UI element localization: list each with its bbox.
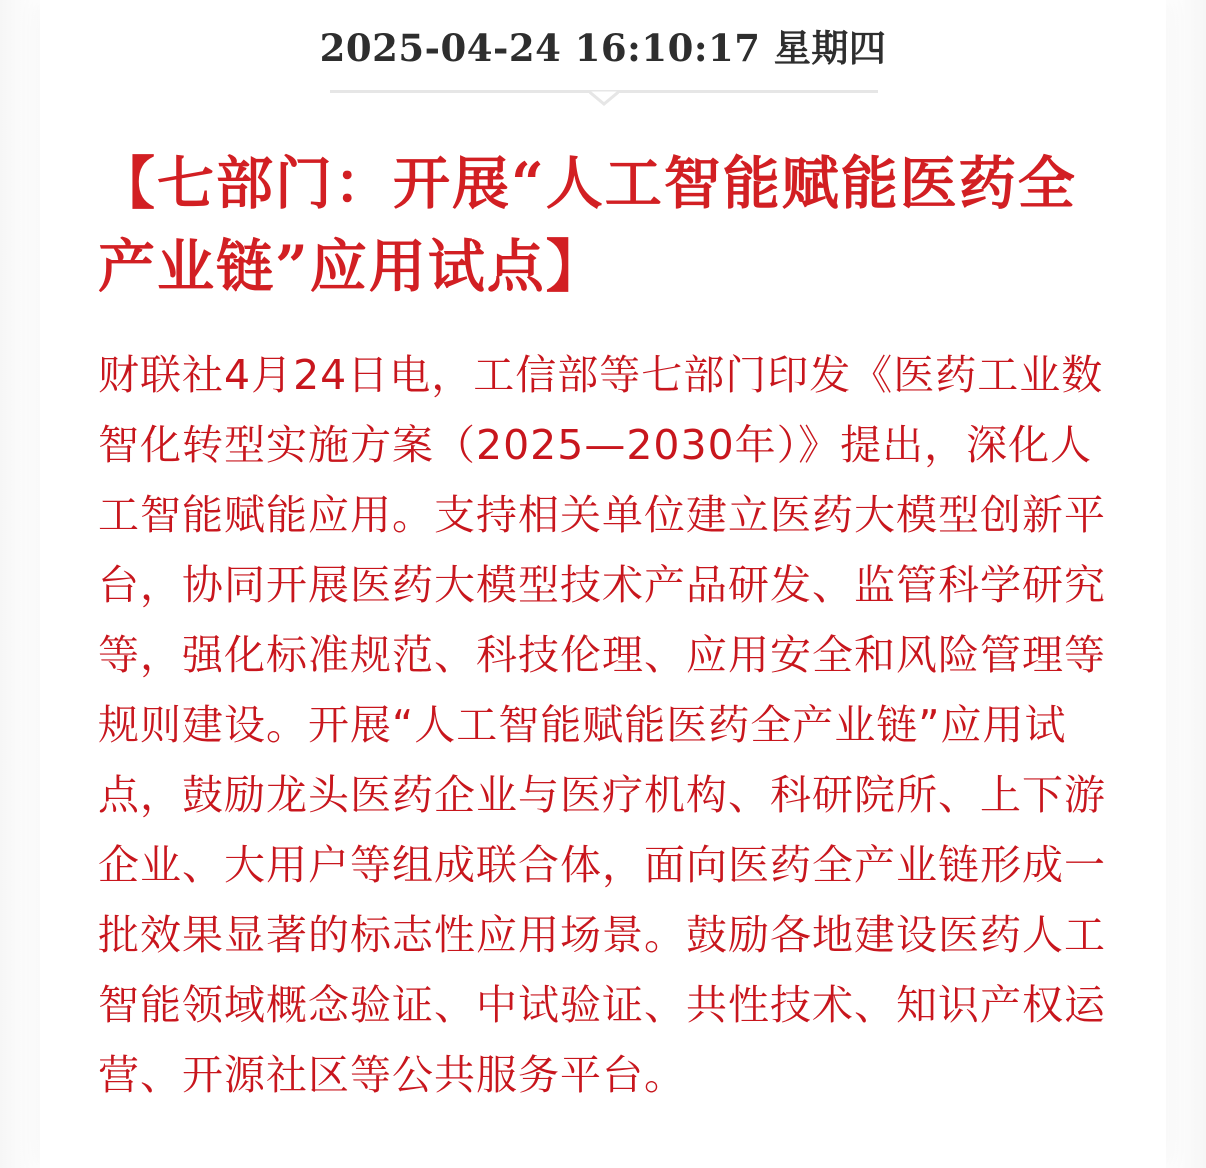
article-datetime: 2025-04-24 16:10:17 星期四: [319, 26, 887, 70]
divider-notch-icon: [589, 90, 619, 106]
article-body: 财联社4月24日电，工信部等七部门印发《医药工业数智化转型实施方案（2025—2030年）》提出，深化人工智能赋能应用。支持相关单位建立医药大模型创新平台，协同开展医药大模型技术产品研发、监管科学研究等，强化标准规范、科技伦理、应用安全和风险管理等规则建设。开展“人工智能赋能医药全产业链”应用试点，鼓励龙头医药企业与医疗机构、科研院所、上下游企业、大用户等组成联合体，面向医药全产业链形成一批效果显著的标志性应用场景。鼓励各地建设医药人工智能领域概念验证、中试验证、共性技术、知识产权运营、开源社区等公共服务平台。: [98, 351, 1106, 1099]
article-title: 【七部门：开展“人工智能赋能医药全产业链”应用试点】: [98, 150, 1077, 300]
